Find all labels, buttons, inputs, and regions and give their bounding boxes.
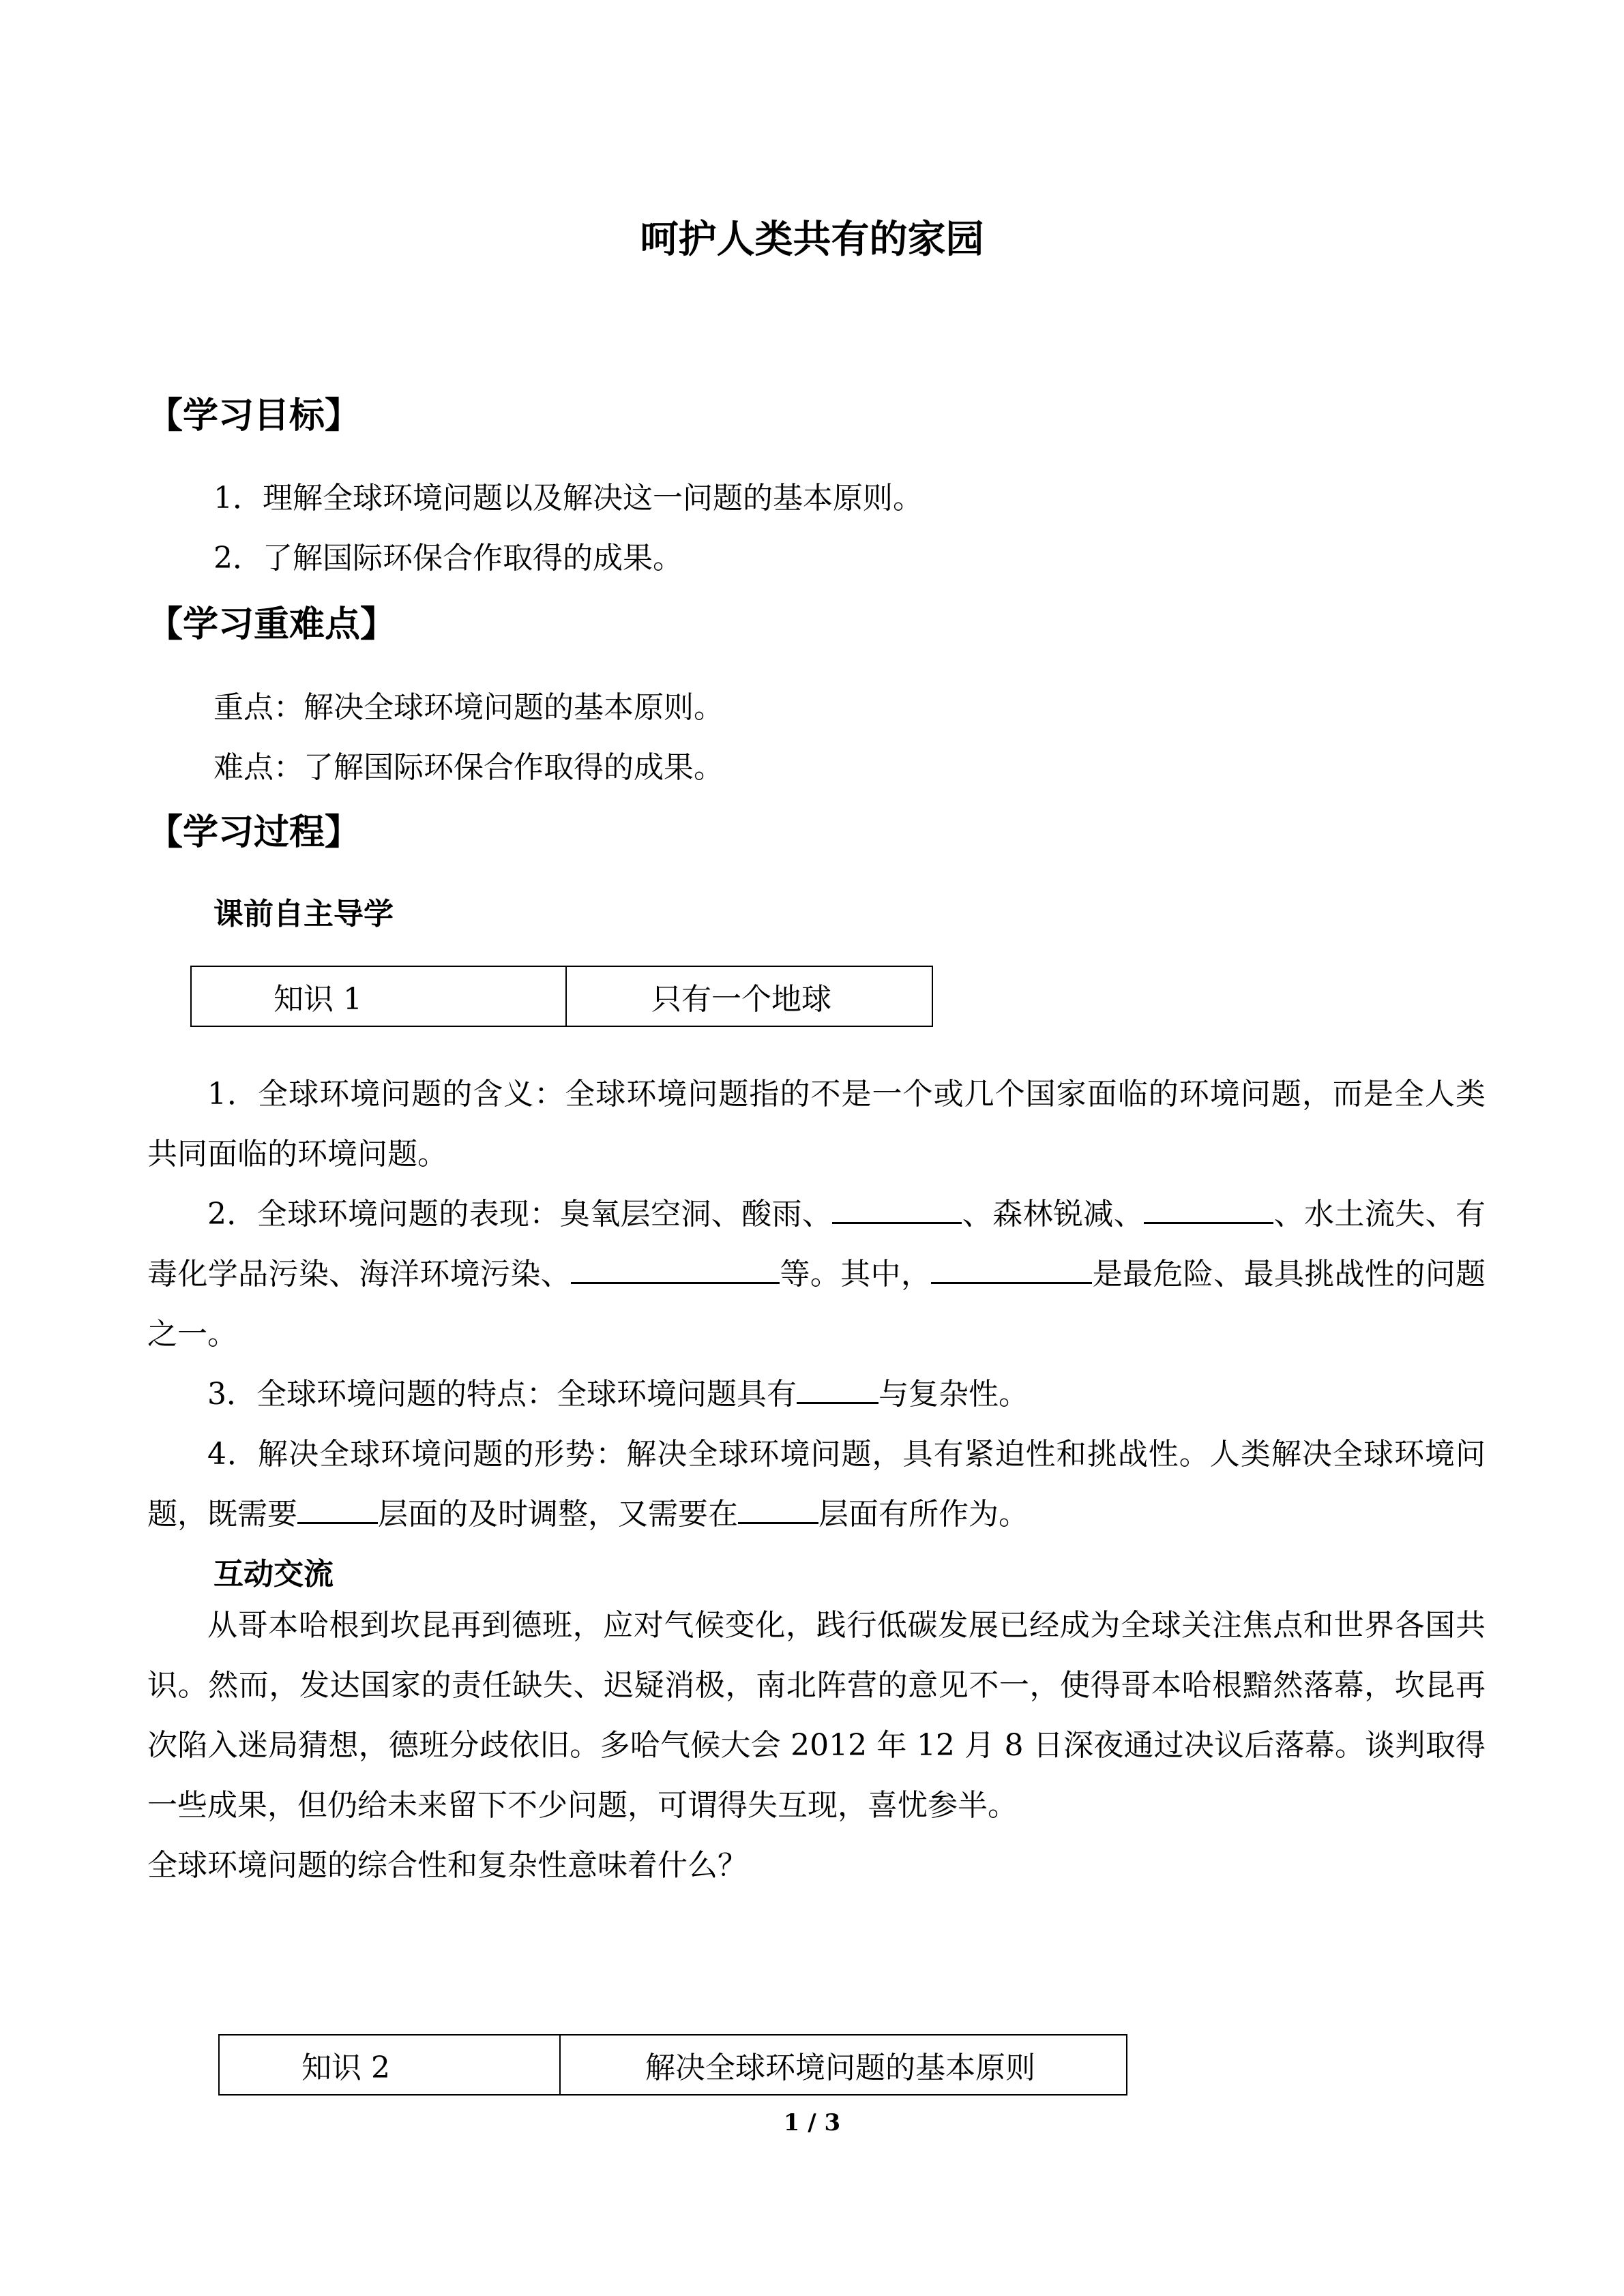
question-3-part-1: 3．全球环境问题的特点：全球环境问题具有 — [207, 1377, 797, 1412]
question-4 — [147, 1425, 1486, 1545]
preview-heading: 课前自主导学 — [213, 897, 394, 931]
question-2 — [147, 1184, 1486, 1365]
page-number: 1 / 3 — [783, 2109, 841, 2136]
knowledge-1-label: 知识 1 — [191, 966, 566, 1026]
interaction-heading: 互动交流 — [213, 1557, 334, 1592]
question-1: 1．全球环境问题的含义：全球环境问题指的不是一个或几个国家面临的环境问题，而是全人类共同面临的环境问题。 — [147, 1077, 1486, 1172]
goal-item-2: 2．了解国际环保合作取得的成果。 — [213, 541, 683, 576]
key-point-text: 重点：解决全球环境问题的基本原则。 — [213, 690, 724, 725]
fill-blank-7[interactable] — [738, 1493, 818, 1524]
question-2-part-1: 2．全球环境问题的表现：臭氧层空洞、酸雨、 — [207, 1197, 833, 1232]
fill-blank-3[interactable] — [571, 1253, 780, 1284]
interaction-text: 从哥本哈根到坎昆再到德班，应对气候变化，践行低碳发展已经成为全球关注焦点和世界各国共识。然而，发达国家的责任缺失、迟疑消极，南北阵营的意见不一，使得哥本哈根黯然落幕，坎昆再次陷入迷局猜想，德班分歧依旧。多哈气候大会 2012 年 12 月 8 日深夜通过决议后落幕。谈判取得一些成果，但仍给未来留下不少问题，可谓得失互现，喜忧参半。 — [147, 1608, 1486, 1823]
difficult-point-text: 难点：了解国际环保合作取得的成果。 — [213, 750, 724, 785]
questions-block — [147, 1064, 1486, 1545]
goal-item-1: 1．理解全球环境问题以及解决这一问题的基本原则。 — [213, 481, 923, 516]
knowledge-2-topic: 解决全球环境问题的基本原则 — [560, 2035, 1127, 2095]
question-4-part-1: 4．解决全球环境问题的形势：解决全球环境问题，具有紧迫性和挑战性。人类解决全球环境问题，既需要 — [147, 1437, 1486, 1532]
knowledge-1-table — [190, 966, 933, 1027]
question-2-part-3: 、水土流失、有毒化学品污染、海洋环境污染、 — [147, 1197, 1486, 1292]
question-2-part-2: 、森林锐减、 — [962, 1197, 1145, 1232]
fill-blank-4[interactable] — [931, 1253, 1092, 1284]
fill-blank-1[interactable] — [832, 1193, 962, 1224]
interaction-block — [147, 1596, 1486, 1896]
fill-blank-5[interactable] — [797, 1373, 879, 1404]
question-3 — [147, 1365, 1486, 1425]
fill-blank-2[interactable] — [1144, 1193, 1273, 1224]
question-2-part-5: 是最危险、最具挑战性的问题之一。 — [147, 1257, 1486, 1352]
question-2-part-4: 等。其中， — [780, 1257, 932, 1292]
section-heading-process: 【学习过程】 — [147, 812, 361, 853]
interaction-question: 全球环境问题的综合性和复杂性意味着什么？ — [147, 1848, 748, 1883]
fill-blank-6[interactable] — [297, 1493, 378, 1524]
section-heading-key-points: 【学习重难点】 — [147, 604, 396, 645]
knowledge-2-table — [218, 2034, 1127, 2096]
page-title: 呵护人类共有的家园 — [640, 218, 984, 262]
knowledge-1-topic: 只有一个地球 — [566, 966, 932, 1026]
question-3-part-2: 与复杂性。 — [879, 1377, 1029, 1412]
question-4-part-3: 层面有所作为。 — [818, 1497, 1029, 1532]
knowledge-2-label: 知识 2 — [219, 2035, 560, 2095]
question-4-part-2: 层面的及时调整，又需要在 — [378, 1497, 738, 1532]
section-heading-goals: 【学习目标】 — [147, 396, 361, 436]
